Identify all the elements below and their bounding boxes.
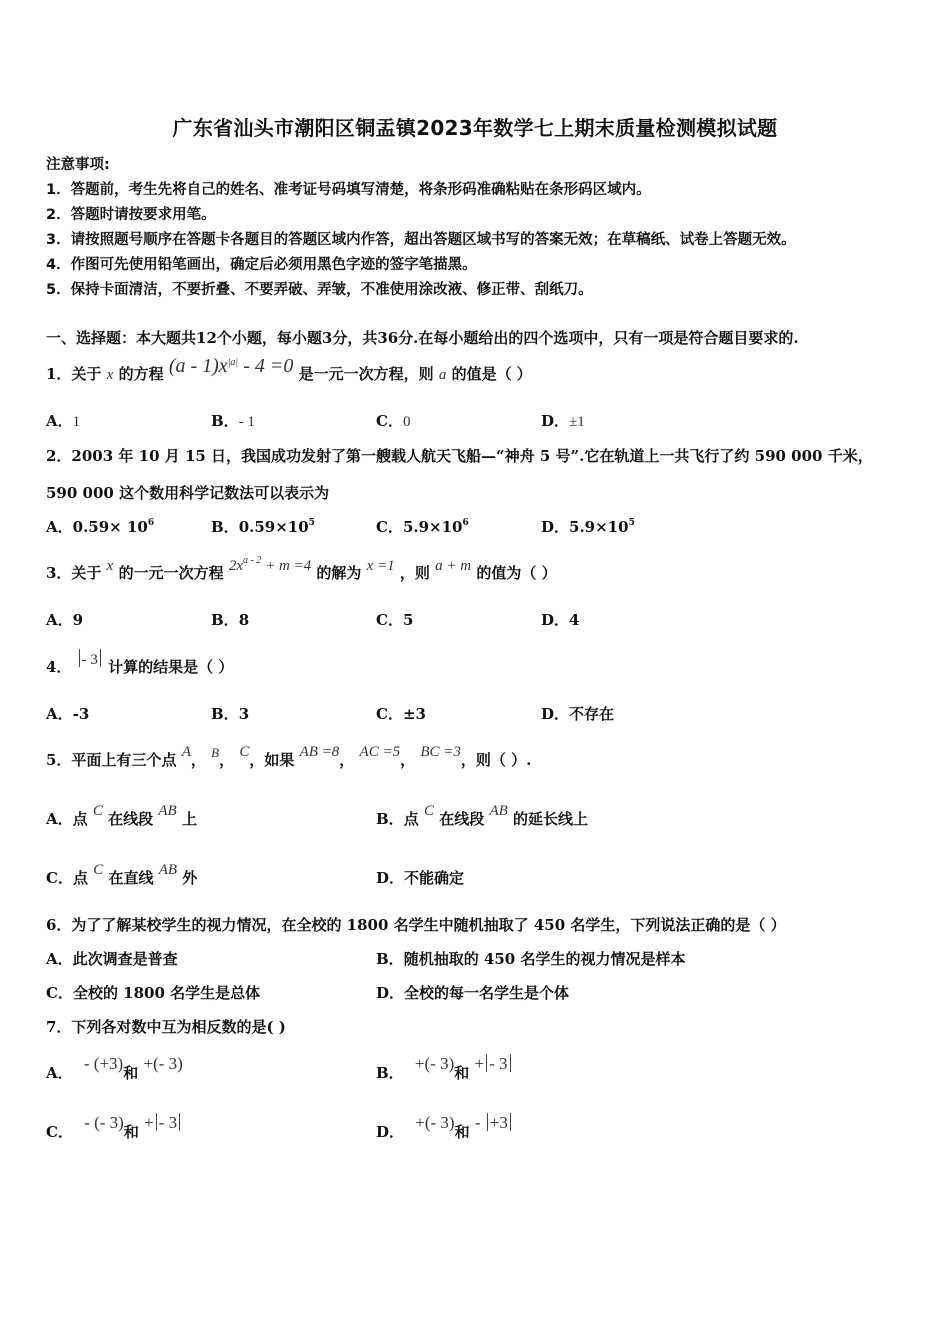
q2-option-a[interactable]: A．$0.59\times 10^6$ <box>46 518 155 536</box>
q1-end: 的值是（ ） <box>451 365 532 383</box>
notice-item: 3．请按照题号顺序在答题卡各题目的答题区域内作答，超出答题区域书写的答案无效；在草稿纸、试卷上答题无效。 <box>46 232 796 248</box>
q6-option-b[interactable]: B．随机抽取的 450 名学生的视力情况是样本 <box>376 950 686 968</box>
q4-option-b[interactable]: B．3 <box>211 705 250 723</box>
notice-heading: 注意事项: <box>46 157 110 173</box>
q1-option-a[interactable]: A．1 <box>46 412 81 430</box>
notice-item: 5．保持卡面清洁，不要折叠、不要弄破、弄皱，不准使用涂改液、修正带、刮纸刀。 <box>46 282 593 298</box>
q1-equation: $(a - 1)x^{|a|} - 4 =0$ <box>168 355 294 377</box>
notice-item: 1．答题前，考生先将自己的姓名、准考证号码填写清楚，将条形码准确粘贴在条形码区域内。 <box>46 182 651 198</box>
question-5: 5．平面上有三个点 A， B， C，如果 AB =8， AC =5， BC =3，则（ ）. <box>46 744 532 769</box>
q2-option-c[interactable]: C．$5.9\times 10^6$ <box>376 518 469 536</box>
q1-var-a: a <box>438 367 447 383</box>
notice-item: 4．作图可先使用铅笔画出，确定后必须用黑色字迹的签字笔描黑。 <box>46 257 477 273</box>
q2-option-d[interactable]: D．$5.9\times 10^5$ <box>541 518 635 536</box>
q7-option-b[interactable]: B． +(- 3)和 + - 3 <box>376 1062 513 1083</box>
q1-post: 是一元一次方程，则 <box>298 365 434 383</box>
q1-option-d[interactable]: D．±1 <box>541 412 585 430</box>
q6-option-c[interactable]: C．全校的 1800 名学生是总体 <box>46 984 261 1002</box>
q2-option-b[interactable]: B．$0.59\times 10^5$ <box>211 518 315 536</box>
q3-option-b[interactable]: B．8 <box>211 611 250 629</box>
q5-option-b[interactable]: B．点 C 在线段 AB 的延长线上 <box>376 803 589 828</box>
q1-option-c[interactable]: C．0 <box>376 412 411 430</box>
question-2-line-1: 2．2003 年 10 月 15 日，我国成功发射了第一艘载人航天飞船—“神舟 5 号”.它在轨道上一共飞行了约 590 000 千米， <box>46 447 873 465</box>
q1-mid: 的方程 <box>118 365 164 383</box>
question-3: 3．关于 x 的一元一次方程 $2x^{a - 2} + m =4$ 的解为 x =1 ，则 a + m 的值为（ ） <box>46 555 557 582</box>
q6-option-d[interactable]: D．全校的每一名学生是个体 <box>376 984 570 1002</box>
q7-option-a[interactable]: A． - (+3)和 +(- 3) <box>46 1054 183 1082</box>
q5-option-d[interactable]: D．不能确定 <box>376 869 465 887</box>
question-7: 7．下列各对数中互为相反数的是( ) <box>46 1018 286 1036</box>
q4-option-a[interactable]: A．-3 <box>46 705 90 723</box>
q3-equation: $2x^{a - 2} + m =4$ <box>228 555 312 574</box>
q1-pre: 1．关于 <box>46 365 102 383</box>
q4-abs-value: - 3 <box>77 652 103 668</box>
q4-option-d[interactable]: D．不存在 <box>541 705 615 723</box>
question-2-line-2: 590 000 这个数用科学记数法可以表示为 <box>46 484 330 502</box>
section-heading: 一、选择题：本大题共12个小题，每小题3分，共36分.在每小题给出的四个选项中，只有一项是符合题目要求的. <box>46 329 799 347</box>
q3-var-x: x <box>106 558 114 574</box>
q5-option-c[interactable]: C．点 C 在直线 AB 外 <box>46 862 198 887</box>
notice-item: 2．答题时请按要求用笔。 <box>46 207 216 223</box>
question-1 <box>46 355 532 385</box>
q3-option-c[interactable]: C．5 <box>376 611 414 629</box>
q5-option-a[interactable]: A．点 C 在线段 AB 上 <box>46 803 197 828</box>
q3-option-a[interactable]: A．9 <box>46 611 84 629</box>
q1-var-x: x <box>106 367 114 383</box>
q5-ac: AC =5 <box>359 744 401 760</box>
q3-expr: a + m <box>435 558 472 574</box>
q5-bc: BC =3 <box>420 744 461 760</box>
q4-option-c[interactable]: C．±3 <box>376 705 426 723</box>
q6-option-a[interactable]: A．此次调查是普查 <box>46 950 178 968</box>
q3-option-d[interactable]: D．4 <box>541 611 580 629</box>
q7-option-d[interactable]: D． +(- 3)和 - +3 <box>376 1121 513 1142</box>
q3-solution: x =1 <box>366 558 395 574</box>
q1-option-b[interactable]: B．- 1 <box>211 412 255 430</box>
question-6: 6．为了了解某校学生的视力情况，在全校的 1800 名学生中随机抽取了 450 名学生，下列说法正确的是（ ） <box>46 916 786 934</box>
q5-ab: AB =8 <box>299 744 340 760</box>
q7-option-c[interactable]: C． - (- 3)和 + - 3 <box>46 1121 182 1142</box>
page-title: 广东省汕头市潮阳区铜盂镇2023年数学七上期末质量检测模拟试题 <box>172 116 778 140</box>
question-4: 4． - 3 计算的结果是（ ） <box>46 656 233 677</box>
